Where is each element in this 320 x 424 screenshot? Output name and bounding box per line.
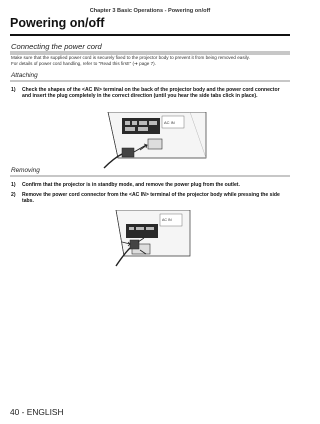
title-rule [10,34,290,36]
subsection-rule [10,175,290,177]
removing-step-1 [11,182,289,188]
ac-in-label: AC IN [162,218,172,222]
subsection-title-removing: Removing [11,167,40,174]
subsection-title-attaching: Attaching [11,72,38,79]
step-number: 2) [11,192,16,198]
attach-illustration [100,112,210,170]
step-number: 1) [11,182,16,188]
removing-step-2 [11,192,289,205]
subsection-rule [10,80,290,82]
step-text: Check the shapes of the <AC IN> terminal on the back of the projector body and the power cord connector and insert the plug completely in the correct direction (until you hear the side tabs click in place). [22,87,280,100]
step-text: Remove the power cord connector from the <AC IN> terminal of the projector body while pressing the side tabs. [22,192,280,205]
attaching-step-1 [11,87,289,100]
chapter-header: Chapter 3 Basic Operations - Powering on/off [89,8,211,14]
page-title: Powering on/off [10,16,105,30]
remove-illustration [110,210,192,268]
intro-line-2: For details of power cord handling, refer to "Read this first!" (➜ page 7). [11,61,156,66]
page-footer: 40 - ENGLISH [10,407,64,417]
step-text: Confirm that the projector is in standby mode, and remove the power plug from the outlet. [22,182,240,188]
step-number: 1) [11,87,16,93]
section-title-connecting: Connecting the power cord [11,42,102,51]
ac-in-label: AC IN [164,120,175,125]
intro-line-1: Make sure that the supplied power cord is securely fixed to the projector body to prevent it from being removed easily. [11,55,250,60]
